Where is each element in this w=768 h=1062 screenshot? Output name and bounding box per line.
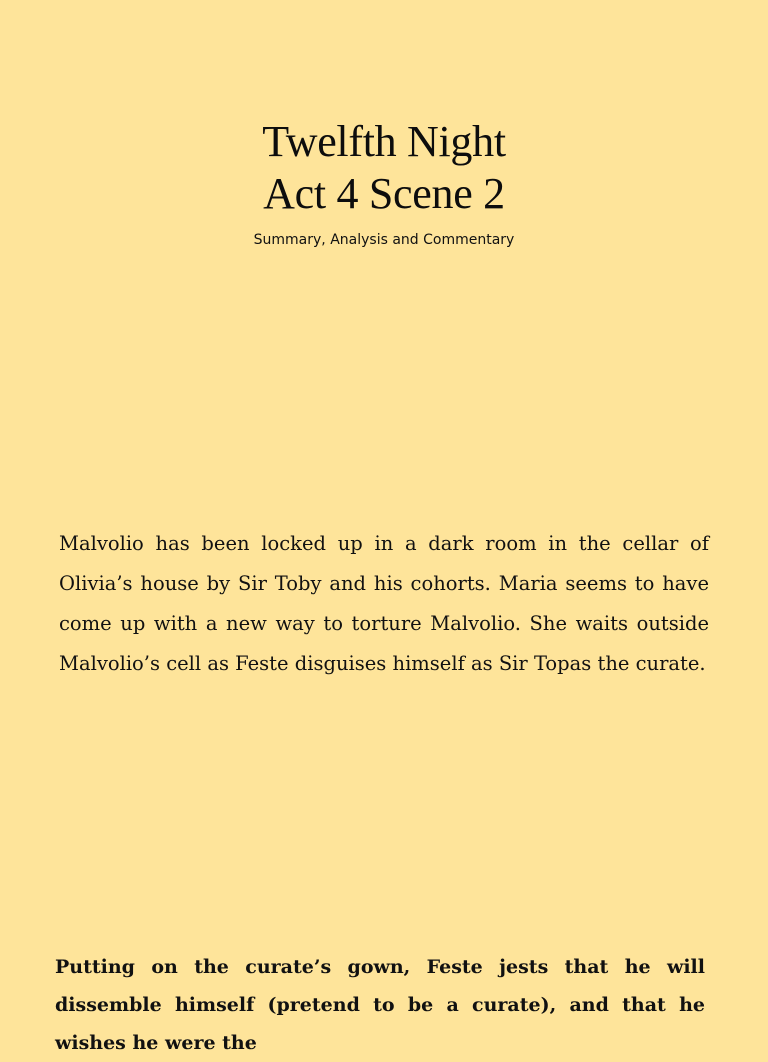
title-line-2: Act 4 Scene 2: [263, 169, 505, 218]
title-line-1: Twelfth Night: [262, 117, 506, 166]
paragraph-summary-1: Malvolio has been locked up in a dark room in the cellar of Olivia’s house by Sir Toby and his cohorts. Maria seems to have come up with a new way to torture Malvolio. She waits outside Malvolio’s cell as Feste disguises himself as Sir Topas the curate.: [59, 532, 709, 675]
paragraph-summary-2: Putting on the curate’s gown, Feste jests that he will dissemble himself (pretend to be a curate), and that he wishes he were the: [55, 956, 705, 1054]
subtitle: Summary, Analysis and Commentary: [253, 232, 515, 248]
